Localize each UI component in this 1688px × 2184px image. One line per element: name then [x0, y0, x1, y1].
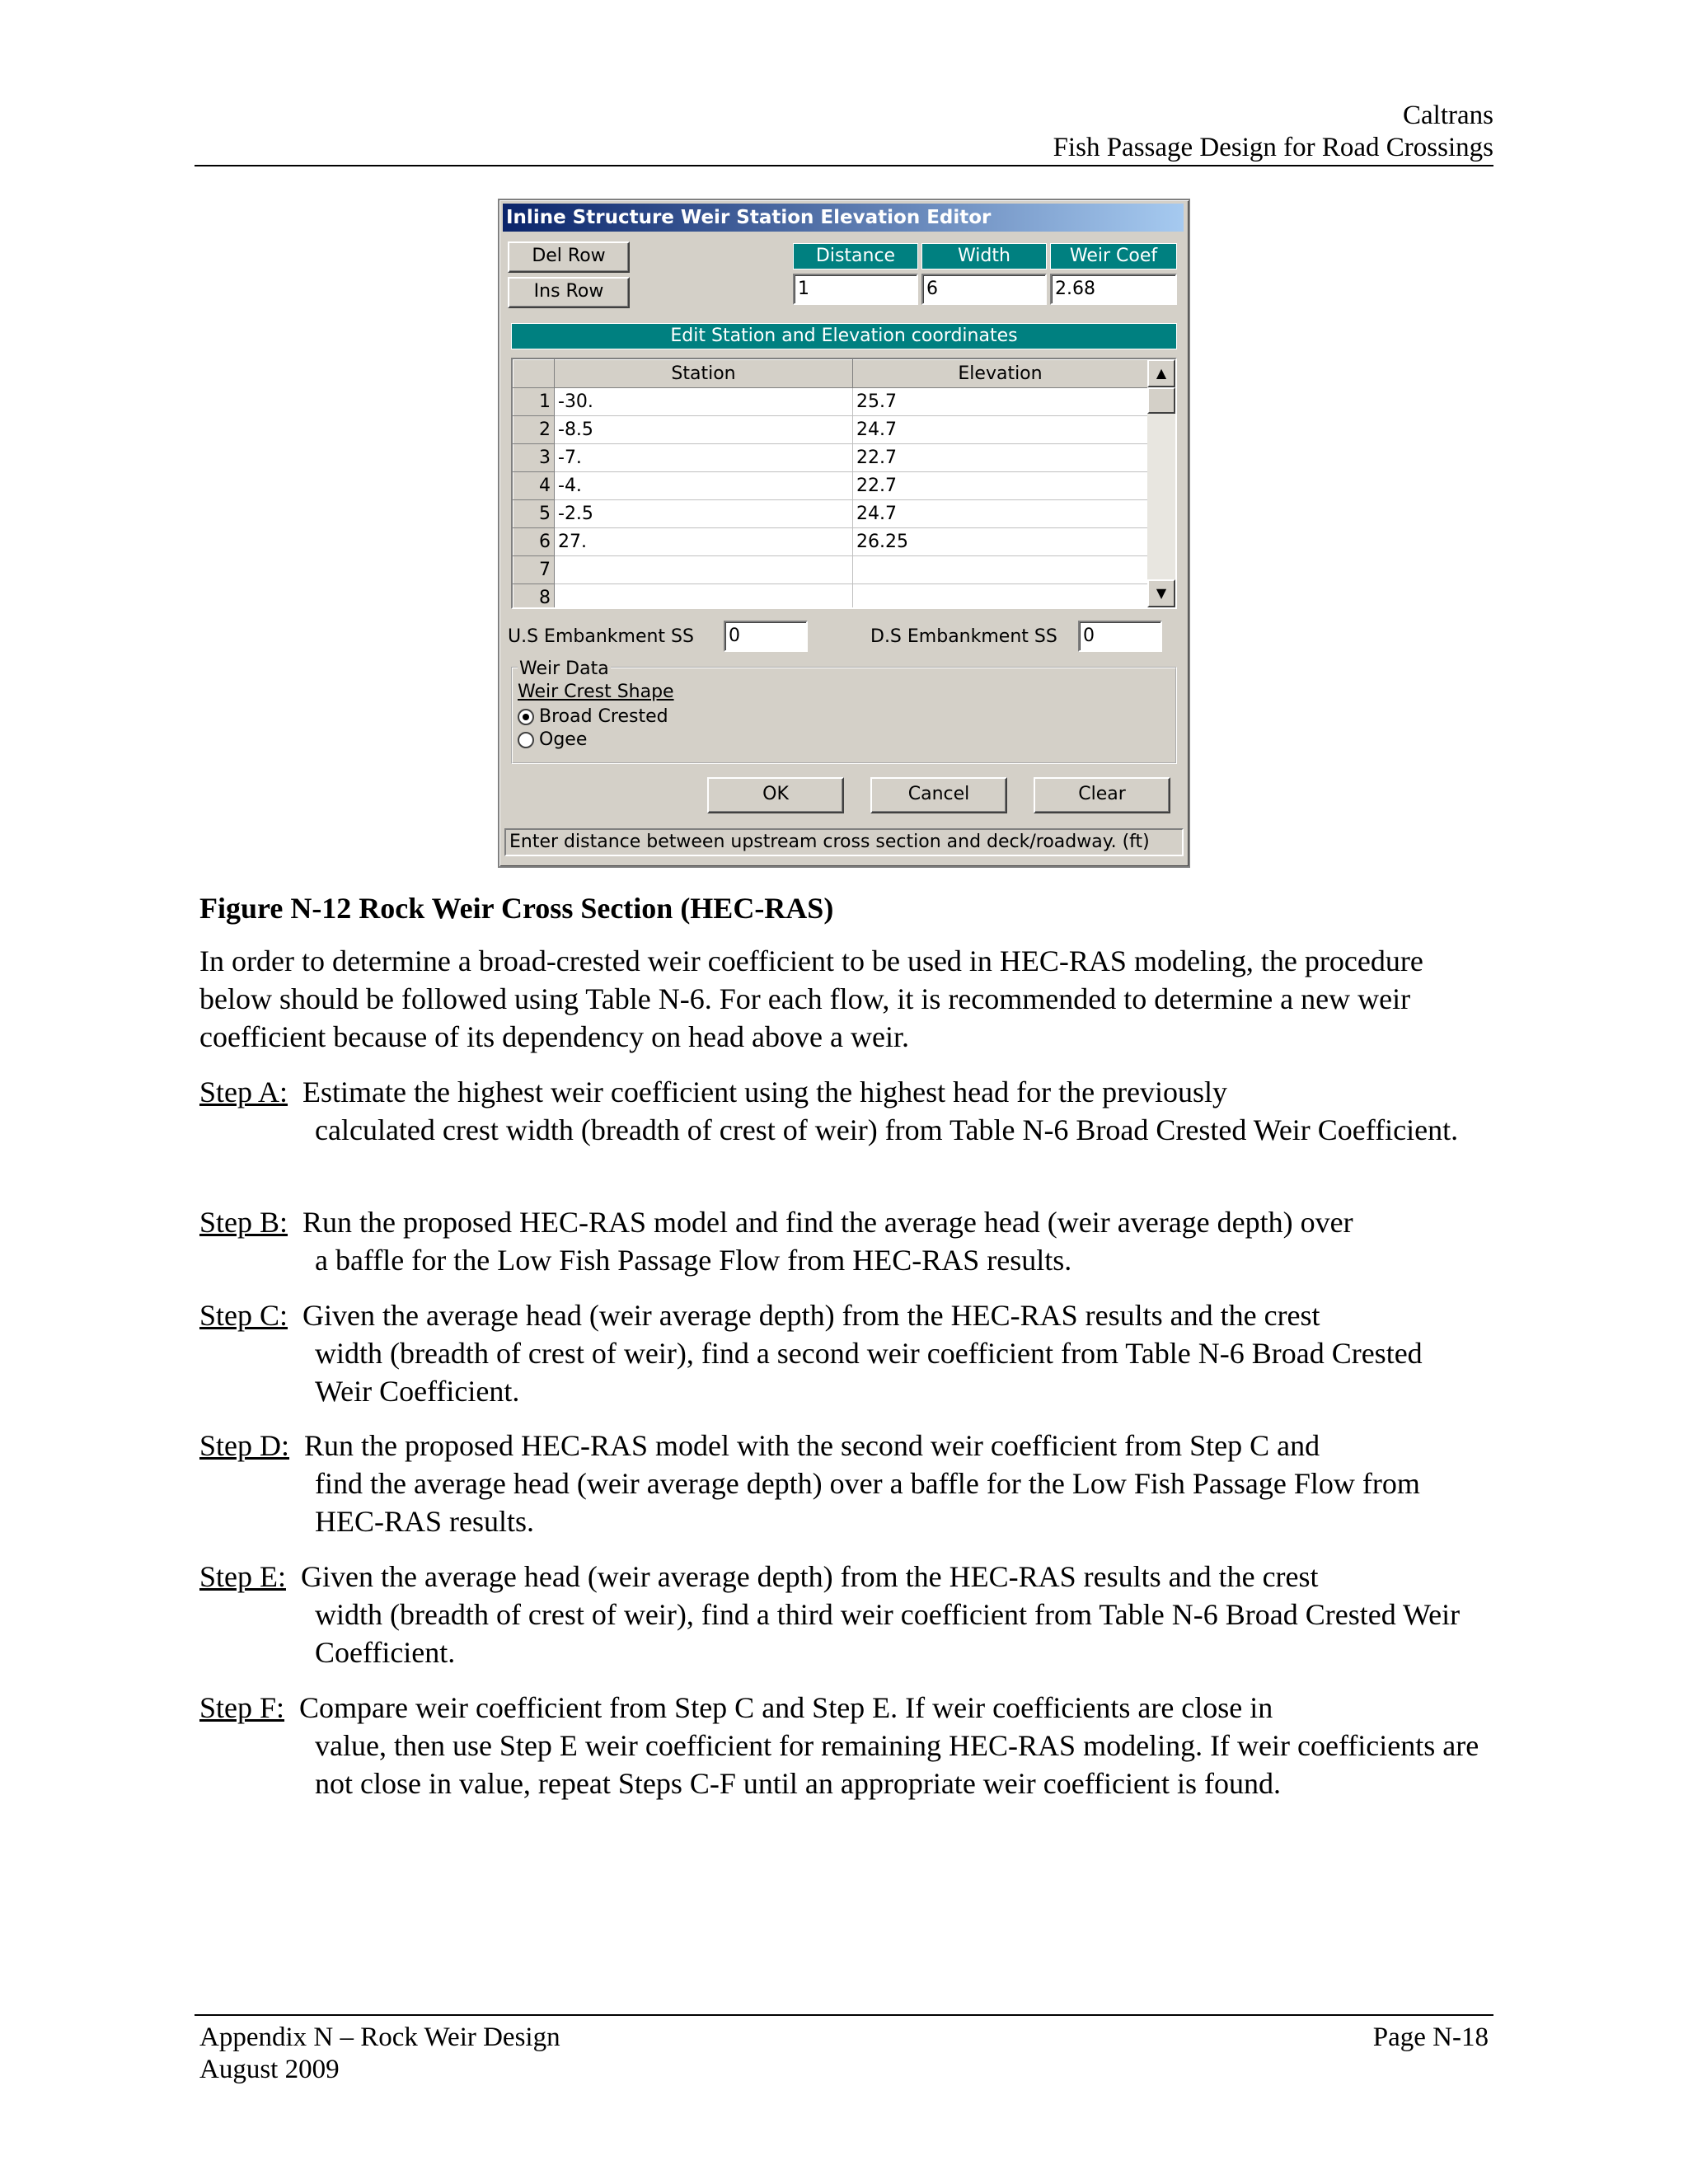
- weir-editor-dialog: [498, 199, 1190, 868]
- ok-button[interactable]: OK: [707, 777, 844, 813]
- table-row[interactable]: [513, 416, 1148, 444]
- step-b: [199, 1203, 1518, 1279]
- grid-title: Edit Station and Elevation coordinates: [511, 323, 1177, 349]
- row-number: 6: [513, 528, 555, 556]
- elevation-column-header: Elevation: [853, 360, 1148, 388]
- elevation-cell[interactable]: 24.7: [853, 500, 1148, 528]
- step-continuation: width (breadth of crest of weir), find a second weir coefficient from Table N-6 Broad Crested Weir Coefficient.: [315, 1337, 1423, 1408]
- table-row[interactable]: [513, 528, 1148, 556]
- footer-rule: [195, 2014, 1493, 2016]
- station-cell[interactable]: [555, 556, 853, 584]
- table-row[interactable]: [513, 472, 1148, 500]
- scroll-thumb[interactable]: [1147, 387, 1175, 414]
- ds-embankment-label: D.S Embankment SS: [870, 626, 1057, 647]
- weir-coef-input[interactable]: 2.68: [1050, 274, 1177, 305]
- step-continuation: width (breadth of crest of weir), find a third weir coefficient from Table N-6 Broad Crested Weir Coefficient.: [315, 1598, 1461, 1669]
- header-org: Caltrans: [1403, 101, 1493, 130]
- elevation-cell[interactable]: 26.25: [853, 528, 1148, 556]
- table-row[interactable]: [513, 556, 1148, 584]
- step-label: Step D:: [199, 1429, 290, 1462]
- grid-corner: [513, 360, 555, 388]
- footer-date: August 2009: [199, 2055, 340, 2084]
- elevation-cell[interactable]: 25.7: [853, 388, 1148, 416]
- distance-header: Distance: [793, 243, 918, 269]
- table-row[interactable]: [513, 500, 1148, 528]
- elevation-cell[interactable]: [853, 556, 1148, 584]
- step-d: [199, 1427, 1518, 1540]
- station-cell[interactable]: -30.: [555, 388, 853, 416]
- step-label: Step A:: [199, 1076, 288, 1108]
- station-cell[interactable]: -8.5: [555, 416, 853, 444]
- table-row[interactable]: [513, 584, 1148, 610]
- radio-selected-icon[interactable]: [518, 709, 534, 725]
- step-continuation: calculated crest width (breadth of crest of weir) from Table N-6 Broad Crested Weir Coefficient.: [315, 1113, 1459, 1146]
- step-first-line: Given the average head (weir average depth) from the HEC-RAS results and the crest: [301, 1560, 1319, 1593]
- step-first-line: Run the proposed HEC-RAS model and find the average head (weir average depth) over: [302, 1206, 1353, 1239]
- header-rule: [195, 165, 1493, 166]
- footer-appendix: Appendix N – Rock Weir Design: [199, 2022, 560, 2052]
- elevation-cell[interactable]: 24.7: [853, 416, 1148, 444]
- status-bar: Enter distance between upstream cross section and deck/roadway. (ft): [504, 828, 1184, 856]
- step-a: [199, 1073, 1518, 1149]
- cancel-button[interactable]: Cancel: [870, 777, 1007, 813]
- broad-crested-radio[interactable]: [518, 705, 668, 729]
- station-cell[interactable]: -4.: [555, 472, 853, 500]
- station-cell[interactable]: 27.: [555, 528, 853, 556]
- station-cell[interactable]: -7.: [555, 444, 853, 472]
- header-doc-title: Fish Passage Design for Road Crossings: [1053, 133, 1493, 162]
- row-number: 4: [513, 472, 555, 500]
- row-number: 5: [513, 500, 555, 528]
- row-number: 7: [513, 556, 555, 584]
- elevation-cell[interactable]: 22.7: [853, 444, 1148, 472]
- step-continuation: value, then use Step E weir coefficient for remaining HEC-RAS modeling. If weir coefficients are not close in value, repeat Steps C-F until an appropriate weir coefficient is found.: [315, 1729, 1479, 1800]
- ogee-label: Ogee: [539, 729, 588, 750]
- radio-unselected-icon[interactable]: [518, 732, 534, 748]
- clear-button[interactable]: Clear: [1034, 777, 1170, 813]
- step-continuation: a baffle for the Low Fish Passage Flow from HEC-RAS results.: [315, 1244, 1072, 1277]
- intro-paragraph: In order to determine a broad-crested weir coefficient to be used in HEC-RAS modeling, the procedure below should be followed using Table N-6. For each flow, it is recommended to determine a new weir coefficient because of its dependency on head above a weir.: [199, 944, 1423, 1053]
- table-row[interactable]: [513, 388, 1148, 416]
- ins-row-button[interactable]: Ins Row: [508, 277, 630, 308]
- station-column-header: Station: [555, 360, 853, 388]
- scroll-down-icon[interactable]: ▼: [1147, 579, 1175, 607]
- ds-embankment-input[interactable]: 0: [1078, 621, 1162, 652]
- weir-data-legend: Weir Data: [518, 657, 611, 682]
- ogee-radio[interactable]: [518, 728, 587, 752]
- elevation-cell[interactable]: [853, 584, 1148, 610]
- figure-caption: Figure N-12 Rock Weir Cross Section (HEC-RAS): [199, 892, 834, 925]
- del-row-button[interactable]: Del Row: [508, 241, 630, 273]
- weir-coef-header: Weir Coef: [1050, 243, 1177, 269]
- step-label: Step C:: [199, 1299, 288, 1332]
- weir-crest-shape-label: Weir Crest Shape: [518, 682, 674, 702]
- elevation-cell[interactable]: 22.7: [853, 472, 1148, 500]
- broad-crested-label: Broad Crested: [539, 706, 668, 727]
- step-first-line: Given the average head (weir average depth) from the HEC-RAS results and the crest: [302, 1299, 1320, 1332]
- step-first-line: Run the proposed HEC-RAS model with the second weir coefficient from Step C and: [304, 1429, 1320, 1462]
- us-embankment-input[interactable]: 0: [724, 621, 808, 652]
- table-row[interactable]: [513, 444, 1148, 472]
- step-f: [199, 1689, 1518, 1802]
- step-label: Step B:: [199, 1206, 288, 1239]
- step-e: [199, 1558, 1518, 1671]
- distance-input[interactable]: 1: [793, 274, 918, 305]
- station-elevation-grid[interactable]: [511, 358, 1177, 609]
- width-input[interactable]: 6: [921, 274, 1047, 305]
- row-number: 8: [513, 584, 555, 610]
- step-first-line: Estimate the highest weir coefficient using the highest head for the previously: [302, 1076, 1228, 1108]
- step-first-line: Compare weir coefficient from Step C and Step E. If weir coefficients are close in: [299, 1691, 1273, 1724]
- row-number: 3: [513, 444, 555, 472]
- row-number: 2: [513, 416, 555, 444]
- dialog-title: Inline Structure Weir Station Elevation Editor: [503, 204, 1184, 232]
- scroll-up-icon[interactable]: ▲: [1147, 359, 1175, 387]
- station-cell[interactable]: [555, 584, 853, 610]
- us-embankment-label: U.S Embankment SS: [508, 626, 694, 647]
- step-label: Step E:: [199, 1560, 286, 1593]
- station-cell[interactable]: -2.5: [555, 500, 853, 528]
- row-number: 1: [513, 388, 555, 416]
- step-continuation: find the average head (weir average depth) over a baffle for the Low Fish Passage Flow from HEC-RAS results.: [315, 1467, 1420, 1538]
- step-c: [199, 1296, 1518, 1410]
- width-header: Width: [921, 243, 1047, 269]
- footer-page-number: Page N-18: [1372, 2022, 1489, 2052]
- weir-data-group: [511, 658, 1177, 764]
- step-label: Step F:: [199, 1691, 285, 1724]
- grid-scrollbar[interactable]: [1147, 359, 1175, 607]
